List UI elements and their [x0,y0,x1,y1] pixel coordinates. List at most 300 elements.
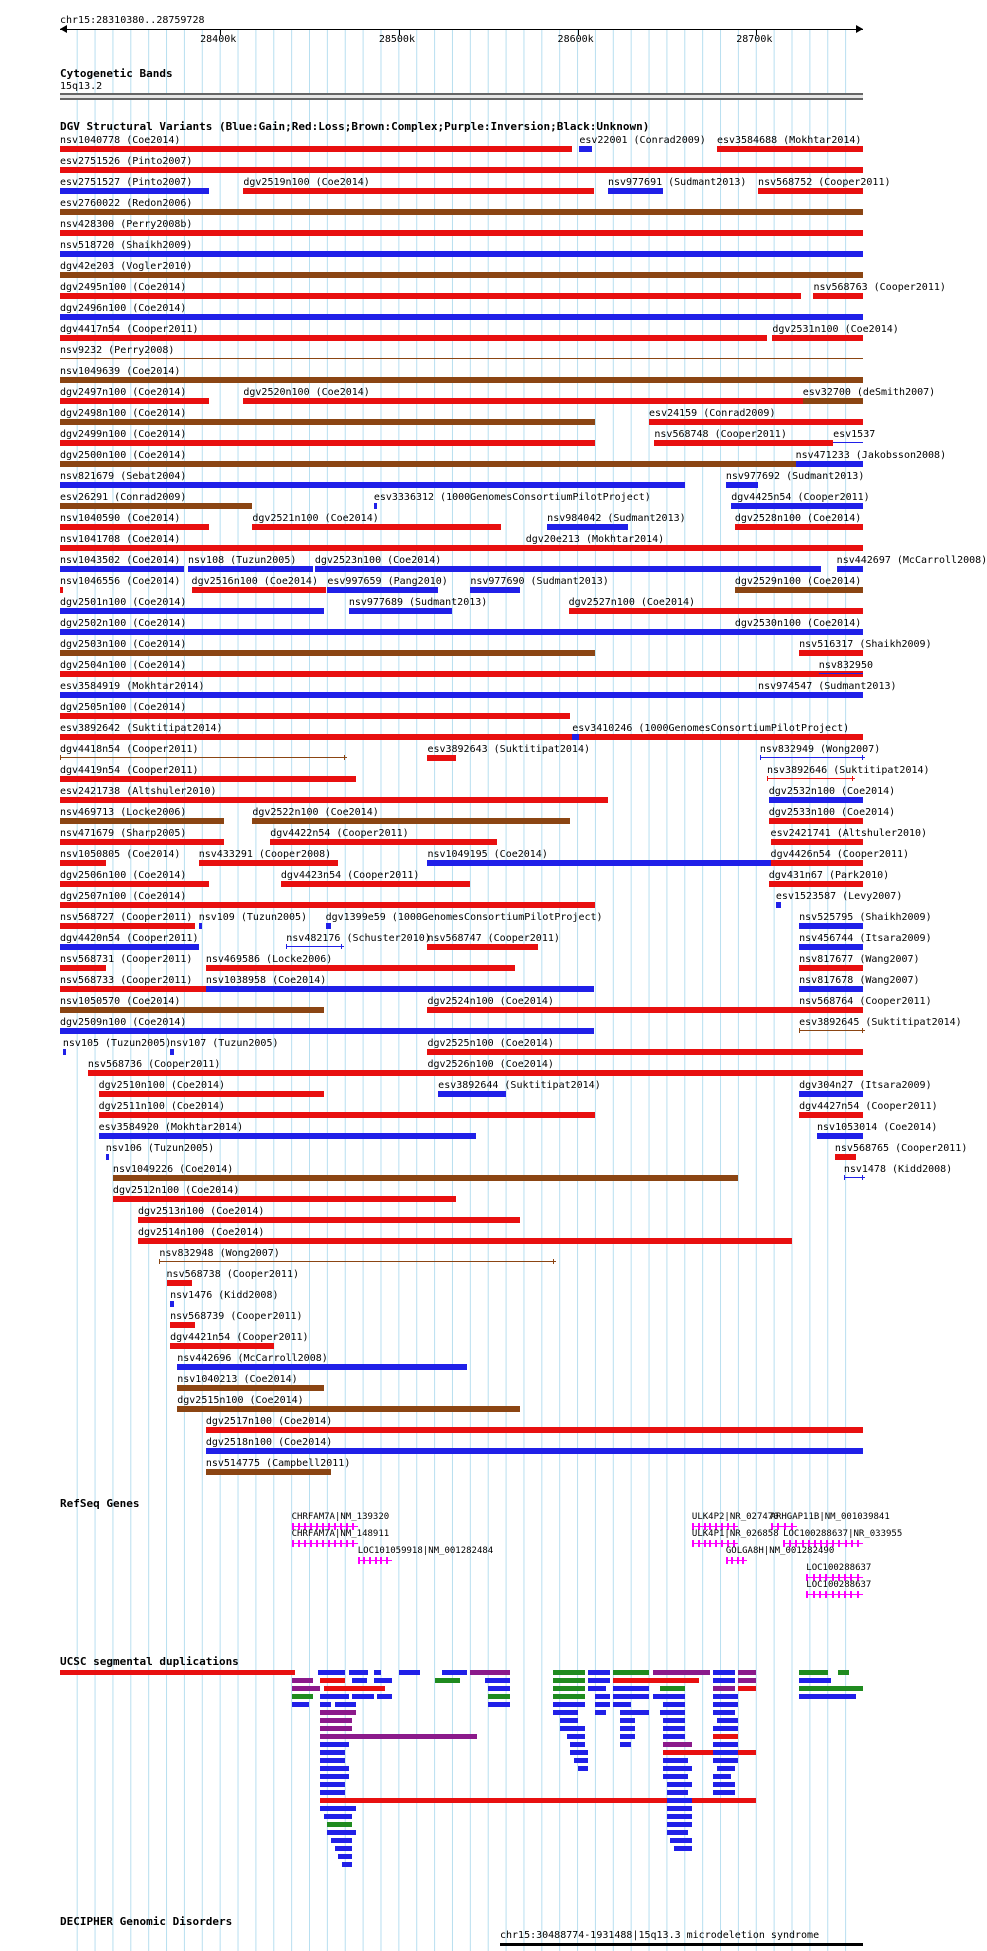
variant-label: nsv469713 (Locke2006) [60,807,187,818]
segdup-block[interactable] [667,1822,692,1827]
segdup-block[interactable] [553,1694,585,1699]
variant-bar[interactable] [799,1112,863,1118]
segdup-block[interactable] [292,1694,313,1699]
variant-bar[interactable] [138,1238,792,1244]
variant-label: dgv2502n100 (Coe2014) [60,618,187,629]
gene-intron-line[interactable] [806,1594,863,1595]
variant-bar[interactable] [799,986,863,992]
variant-bar[interactable] [99,1133,476,1139]
segdup-block[interactable] [663,1718,684,1723]
variant-bar[interactable] [286,946,343,947]
variant-bar[interactable] [427,944,538,950]
variant-bar[interactable] [159,1261,556,1262]
variant-bar[interactable] [326,923,331,929]
segdup-block[interactable] [320,1750,345,1755]
segdup-block[interactable] [324,1814,353,1819]
variant-bar[interactable] [60,587,63,593]
variant-label: dgv2530n100 (Coe2014) [734,618,862,629]
variant-label: dgv1399e59 (1000GenomesConsortiumPilotProject) [325,912,603,923]
variant-bar[interactable] [769,881,863,887]
variant-bar[interactable] [526,545,863,551]
variant-bar[interactable] [735,587,863,593]
variant-bar[interactable] [767,778,855,779]
variant-label: dgv2525n100 (Coe2014) [427,1038,554,1049]
segdup-block[interactable] [327,1830,356,1835]
segdup-block[interactable] [663,1734,684,1739]
variant-bar[interactable] [427,1007,800,1013]
variant-bar[interactable] [206,965,515,971]
variant-bar[interactable] [760,757,865,758]
segdup-block[interactable] [335,1702,356,1707]
segdup-block[interactable] [713,1774,731,1779]
variant-label: dgv2503n100 (Coe2014) [60,639,187,650]
variant-label: nsv107 (Tuzun2005) [170,1038,279,1049]
variant-bar[interactable] [60,440,595,446]
gene-exon [726,1557,728,1564]
segdup-block[interactable] [713,1710,734,1715]
segdup-block[interactable] [595,1694,609,1699]
variant-bar[interactable] [654,440,833,446]
cytoband-bar[interactable] [60,93,863,100]
segdup-block[interactable] [717,1718,738,1723]
segdup-block[interactable] [60,1670,295,1675]
segdup-block[interactable] [553,1702,585,1707]
variant-label: dgv20e213 (Mokhtar2014) [525,534,665,545]
variant-label: nsv568739 (Cooper2011) [170,1311,303,1322]
variant-bar[interactable] [799,923,863,929]
segdup-block[interactable] [470,1670,509,1675]
variant-bar[interactable] [844,1177,865,1178]
variant-bar[interactable] [63,1049,67,1055]
segdup-block[interactable] [713,1750,738,1755]
segdup-block[interactable] [435,1678,460,1683]
variant-label: nsv1049639 (Coe2014) [60,366,181,377]
segdup-block[interactable] [613,1678,699,1683]
segdup-block[interactable] [613,1670,649,1675]
variant-bar[interactable] [731,503,863,509]
segdup-block[interactable] [674,1846,692,1851]
variant-bar[interactable] [470,587,520,593]
segdup-block[interactable] [713,1790,734,1795]
segdup-block[interactable] [713,1742,738,1747]
variant-bar[interactable] [60,272,863,278]
variant-bar[interactable] [106,1154,110,1160]
segdup-block[interactable] [342,1862,353,1867]
segdup-block[interactable] [595,1702,609,1707]
segdup-block[interactable] [613,1702,631,1707]
variant-bar[interactable] [206,1448,863,1454]
variant-bar[interactable] [281,881,470,887]
variant-bar[interactable] [60,398,209,404]
segdup-block[interactable] [588,1678,609,1683]
variant-bar[interactable] [60,461,863,467]
variant-bar[interactable] [60,188,209,194]
variant-bar[interactable] [835,1154,856,1160]
variant-bar[interactable] [769,818,863,824]
variant-bar[interactable] [569,608,863,614]
variant-label: dgv2532n100 (Coe2014) [768,786,896,797]
segdup-block[interactable] [318,1670,345,1675]
variant-bar[interactable] [771,839,863,845]
variant-bar[interactable] [796,461,863,467]
variant-bar[interactable] [735,629,863,635]
segdup-block[interactable] [338,1854,352,1859]
gene-exon [352,1540,354,1547]
segdup-block[interactable] [663,1726,684,1731]
segdup-block[interactable] [335,1846,353,1851]
variant-bar[interactable] [649,419,863,425]
variant-bar[interactable] [199,923,203,929]
gene-exon [298,1540,300,1547]
variant-label: nsv832949 (Wong2007) [759,744,881,755]
segdup-block[interactable] [799,1670,828,1675]
variant-label: nsv977691 (Sudmant2013) [607,177,747,188]
segdup-block[interactable] [713,1678,734,1683]
segdup-block[interactable] [292,1686,321,1691]
variant-bar[interactable] [427,1070,863,1076]
variant-label: nsv9232 (Perry2008) [60,345,175,356]
gene-intron-line[interactable] [292,1543,358,1544]
segdup-block[interactable] [713,1670,734,1675]
variant-bar[interactable] [170,1322,195,1328]
variant-bar[interactable] [769,797,863,803]
segdup-block[interactable] [320,1734,477,1739]
variant-bar[interactable] [170,1301,174,1307]
segdup-block[interactable] [320,1702,331,1707]
variant-bar[interactable] [60,902,595,908]
variant-bar[interactable] [579,146,592,152]
variant-label: nsv984042 (Sudmant2013) [547,513,686,524]
variant-bar[interactable] [60,650,595,656]
segdup-block[interactable] [320,1774,349,1779]
variant-bar[interactable] [547,524,627,530]
variant-bar[interactable] [113,1196,456,1202]
segdup-block[interactable] [713,1782,734,1787]
segdup-block[interactable] [667,1782,692,1787]
gene-exon [386,1557,388,1564]
segdup-block[interactable] [560,1718,578,1723]
variant-label: nsv817677 (Wang2007) [799,954,920,965]
segdup-block[interactable] [738,1678,756,1683]
segdup-block[interactable] [567,1734,585,1739]
variant-label: esv2751527 (Pinto2007) [60,177,193,188]
segdup-block[interactable] [717,1766,735,1771]
variant-bar[interactable] [799,965,863,971]
variant-bar[interactable] [817,1133,863,1139]
segdup-block[interactable] [613,1694,649,1699]
variant-bar[interactable] [252,818,570,824]
variant-bar[interactable] [199,860,338,866]
variant-label: nsv568747 (Cooper2011) [427,933,560,944]
segdup-block[interactable] [799,1678,831,1683]
variant-bar[interactable] [427,1049,863,1055]
variant-bar[interactable] [60,524,209,530]
variant-bar[interactable] [803,398,863,404]
variant-bar[interactable] [60,209,863,215]
segdup-block[interactable] [327,1822,352,1827]
segdup-block[interactable] [713,1702,738,1707]
segdup-block[interactable] [485,1678,510,1683]
segdup-block[interactable] [320,1742,349,1747]
segdup-block[interactable] [620,1726,634,1731]
segdup-block[interactable] [320,1710,356,1715]
segdup-block[interactable] [738,1686,756,1691]
segdup-block[interactable] [553,1710,578,1715]
variant-bar[interactable] [206,1469,331,1475]
segdup-block[interactable] [324,1686,385,1691]
ruler-tick-label: 28600k [557,34,594,45]
variant-bar[interactable] [170,1049,174,1055]
variant-bar[interactable] [60,314,863,320]
variant-bar[interactable] [60,230,863,236]
variant-bar[interactable] [60,713,570,719]
segdup-block[interactable] [842,1686,863,1691]
gene-exon [698,1540,700,1547]
variant-bar[interactable] [177,1406,520,1412]
variant-bar[interactable] [813,293,863,299]
segdup-block[interactable] [374,1670,381,1675]
variant-bar[interactable] [60,293,801,299]
variant-bar[interactable] [60,167,863,173]
segdup-block[interactable] [374,1678,392,1683]
gene-exon [737,1557,739,1564]
variant-bar[interactable] [776,902,781,908]
segdup-block[interactable] [320,1694,349,1699]
segdup-block[interactable] [620,1742,631,1747]
segdup-block[interactable] [713,1726,738,1731]
variant-bar[interactable] [60,608,324,614]
variant-bar[interactable] [188,566,313,572]
segdup-block[interactable] [713,1734,738,1739]
segdup-block[interactable] [588,1686,606,1691]
variant-label: dgv2529n100 (Coe2014) [734,576,862,587]
segdup-block[interactable] [349,1670,369,1675]
variant-bar[interactable] [170,1343,274,1349]
segdup-block[interactable] [488,1702,509,1707]
segdup-block[interactable] [653,1670,710,1675]
variant-bar[interactable] [758,692,799,698]
variant-bar[interactable] [837,566,863,572]
segdup-block[interactable] [799,1694,856,1699]
variant-bar[interactable] [206,986,594,992]
segdup-block[interactable] [713,1758,738,1763]
variant-bar[interactable] [60,671,863,677]
variant-bar[interactable] [799,650,863,656]
variant-label: esv3892642 (Suktitipat2014) [60,723,223,734]
variant-label: dgv2528n100 (Coe2014) [734,513,862,524]
variant-bar[interactable] [60,482,685,488]
variant-bar[interactable] [833,442,863,443]
variant-bar[interactable] [177,1385,324,1391]
segdup-block[interactable] [320,1726,352,1731]
variant-bar[interactable] [772,335,863,341]
segdup-block[interactable] [352,1678,366,1683]
variant-bar[interactable] [438,1091,506,1097]
variant-label: dgv2526n100 (Coe2014) [427,1059,554,1070]
variant-bar[interactable] [608,188,663,194]
segdup-block[interactable] [488,1686,509,1691]
variant-bar[interactable] [99,1091,324,1097]
variant-bar[interactable] [60,923,195,929]
gene-exon [316,1540,318,1547]
variant-label: dgv2517n100 (Coe2014) [205,1416,333,1427]
segdup-block[interactable] [331,1838,352,1843]
variant-bar[interactable] [726,482,758,488]
segdup-block[interactable] [570,1742,584,1747]
variant-bar[interactable] [138,1217,520,1223]
variant-bar[interactable] [99,1112,596,1118]
decipher-feature-bar[interactable] [500,1943,863,1946]
segdup-block[interactable] [352,1694,373,1699]
segdup-block[interactable] [713,1686,734,1691]
variant-label: dgv2513n100 (Coe2014) [137,1206,265,1217]
segdup-block[interactable] [838,1670,849,1675]
segdup-block[interactable] [595,1710,606,1715]
gene-intron-line[interactable] [806,1577,863,1578]
segdup-block[interactable] [660,1686,685,1691]
segdup-block[interactable] [292,1678,313,1683]
segdup-block[interactable] [488,1694,509,1699]
variant-bar[interactable] [315,566,821,572]
segdup-block[interactable] [399,1670,420,1675]
variant-bar[interactable] [60,734,863,740]
variant-bar[interactable] [427,755,456,761]
variant-bar[interactable] [243,398,863,404]
variant-bar[interactable] [60,757,347,758]
segdup-block[interactable] [553,1686,585,1691]
segdup-block[interactable] [663,1758,688,1763]
variant-bar[interactable] [799,1030,865,1031]
segdup-block[interactable] [663,1750,756,1755]
variant-bar[interactable] [60,797,608,803]
segdup-block[interactable] [377,1694,391,1699]
segdup-block[interactable] [713,1694,738,1699]
variant-bar[interactable] [60,358,863,359]
variant-bar[interactable] [60,1028,594,1034]
segdup-block[interactable] [320,1782,345,1787]
variant-bar[interactable] [349,608,453,614]
variant-bar[interactable] [113,1175,738,1181]
variant-bar[interactable] [60,839,224,845]
variant-bar[interactable] [60,986,206,992]
segdup-block[interactable] [663,1766,692,1771]
variant-bar[interactable] [60,818,224,824]
variant-bar[interactable] [758,188,863,194]
variant-bar[interactable] [60,776,356,782]
gene-label: ARHGAP11B|NM_001039841 [770,1512,890,1522]
variant-bar[interactable] [60,146,572,152]
segdup-block[interactable] [578,1766,589,1771]
variant-bar[interactable] [60,503,252,509]
variant-bar[interactable] [819,673,863,674]
variant-bar[interactable] [60,944,199,950]
variant-label: nsv1040778 (Coe2014) [60,135,181,146]
variant-label: esv3410246 (1000GenomesConsortiumPilotProject) [572,723,850,734]
variant-bar[interactable] [206,1427,863,1433]
variant-bar[interactable] [177,1364,466,1370]
variant-bar[interactable] [167,1280,192,1286]
segdup-block[interactable] [667,1790,688,1795]
variant-bar[interactable] [799,944,863,950]
segdup-block[interactable] [620,1718,634,1723]
variant-bar[interactable] [60,692,863,698]
variant-bar[interactable] [60,419,595,425]
variant-label: nsv471233 (Jakobsson2008) [795,450,947,461]
variant-label: nsv1476 (Kidd2008) [170,1290,279,1301]
segdup-block[interactable] [570,1750,588,1755]
segdup-block[interactable] [320,1806,356,1811]
segdup-block[interactable] [667,1806,692,1811]
variant-bar[interactable] [374,503,378,509]
segdup-block[interactable] [799,1686,842,1691]
segdup-block[interactable] [653,1694,685,1699]
segdup-block[interactable] [320,1766,349,1771]
variant-bar[interactable] [243,188,593,194]
segdup-block[interactable] [560,1726,585,1731]
variant-label: dgv2524n100 (Coe2014) [427,996,554,1007]
segdup-block[interactable] [320,1718,352,1723]
segdup-block[interactable] [320,1758,345,1763]
variant-label: dgv2496n100 (Coe2014) [60,303,187,314]
segdup-block[interactable] [588,1670,609,1675]
variant-bar[interactable] [799,1091,863,1097]
segdup-block[interactable] [620,1710,649,1715]
variant-bar[interactable] [735,524,863,530]
variant-bar[interactable] [60,566,184,572]
variant-label: nsv821679 (Sebat2004) [60,471,187,482]
segdup-block[interactable] [663,1702,684,1707]
segdup-block[interactable] [553,1670,585,1675]
segdup-block[interactable] [320,1678,345,1683]
variant-bar[interactable] [60,881,209,887]
segdup-block[interactable] [667,1830,688,1835]
variant-bar[interactable] [60,1007,324,1013]
segdup-block[interactable] [613,1686,649,1691]
segdup-block[interactable] [670,1838,691,1843]
variant-bar[interactable] [717,146,863,152]
variant-bar[interactable] [60,335,767,341]
variant-bar[interactable] [252,524,500,530]
gene-intron-line[interactable] [292,1526,358,1527]
variant-bar[interactable] [327,587,438,593]
variant-bar[interactable] [60,377,863,383]
variant-bar[interactable] [60,965,106,971]
segdup-block[interactable] [320,1790,345,1795]
segdup-block[interactable] [663,1774,688,1779]
segdup-block[interactable] [663,1742,692,1747]
gene-exon [857,1540,859,1547]
segdup-block[interactable] [660,1710,685,1715]
gene-exon [322,1540,324,1547]
segdup-block[interactable] [620,1734,634,1739]
variant-bar[interactable] [60,251,863,257]
variant-bar[interactable] [192,587,326,593]
variant-bar[interactable] [270,839,497,845]
gene-exon [369,1557,371,1564]
variant-bar[interactable] [572,734,579,740]
segdup-block[interactable] [667,1798,692,1803]
segdup-block[interactable] [667,1814,692,1819]
segdup-block[interactable] [574,1758,588,1763]
segdup-block[interactable] [553,1678,585,1683]
variant-bar[interactable] [799,1007,863,1013]
segdup-block[interactable] [738,1670,756,1675]
variant-label: nsv568736 (Cooper2011) [87,1059,221,1070]
segdup-block[interactable] [442,1670,467,1675]
variant-bar[interactable] [60,860,106,866]
variant-bar[interactable] [771,860,863,866]
segdup-block[interactable] [292,1702,310,1707]
